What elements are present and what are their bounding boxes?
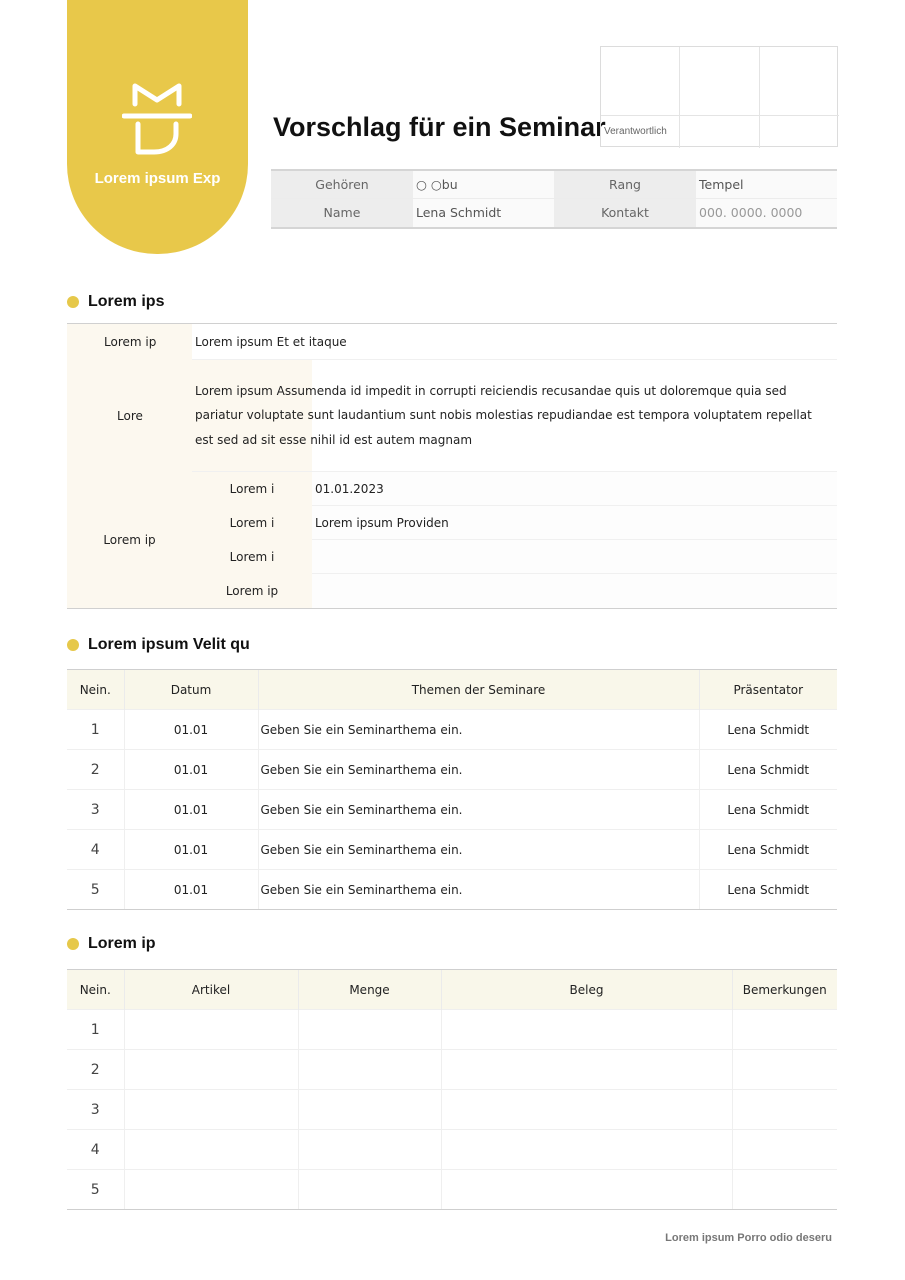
approval-cell[interactable]	[760, 116, 839, 148]
topic-cell[interactable]: Geben Sie ein Seminarthema ein.	[258, 790, 699, 830]
contact-value[interactable]: 000. 0000. 0000	[696, 199, 837, 227]
table-row	[67, 1170, 837, 1210]
quantity-cell[interactable]	[298, 1090, 441, 1130]
footer-text: Lorem ipsum Porro odio deseru	[665, 1232, 832, 1244]
bullet-dot-icon	[67, 938, 79, 950]
receipt-cell[interactable]	[441, 1170, 732, 1210]
approval-cell[interactable]	[601, 47, 680, 116]
row-number: 5	[67, 1170, 124, 1210]
date-cell[interactable]: 01.01	[124, 870, 258, 910]
topic-cell[interactable]: Geben Sie ein Seminarthema ein.	[258, 750, 699, 790]
column-header: Artikel	[124, 970, 298, 1010]
date-cell[interactable]: 01.01	[124, 790, 258, 830]
date-cell[interactable]: 01.01	[124, 710, 258, 750]
sub-label: Lorem i	[192, 472, 312, 506]
section-title: Lorem ips	[88, 293, 165, 310]
contact-label: Kontakt	[554, 199, 696, 227]
remarks-cell[interactable]	[732, 1090, 837, 1130]
sub-label: Lorem i	[192, 540, 312, 574]
receipt-cell[interactable]	[441, 1130, 732, 1170]
section-heading	[67, 636, 250, 654]
presenter-cell[interactable]: Lena Schmidt	[699, 830, 837, 870]
date-cell[interactable]: 01.01	[124, 830, 258, 870]
presenter-cell[interactable]: Lena Schmidt	[699, 790, 837, 830]
column-header: Datum	[124, 670, 258, 710]
row-number: 3	[67, 790, 124, 830]
seminar-table	[67, 669, 837, 910]
overview-table	[67, 323, 837, 609]
column-header: Nein.	[67, 670, 124, 710]
table-row	[67, 790, 837, 830]
presenter-cell[interactable]: Lena Schmidt	[699, 710, 837, 750]
approval-label: Verantwortlich	[601, 116, 680, 148]
remarks-cell[interactable]	[732, 1170, 837, 1210]
row-label: Lorem ip	[67, 324, 312, 360]
belong-value[interactable]: ○ ○bu	[413, 171, 554, 199]
bullet-dot-icon	[67, 296, 79, 308]
approval-cell[interactable]	[760, 47, 839, 116]
remarks-cell[interactable]	[732, 1010, 837, 1050]
section-title: Lorem ipsum Velit qu	[88, 636, 250, 653]
presenter-cell[interactable]: Lena Schmidt	[699, 750, 837, 790]
article-cell[interactable]	[124, 1170, 298, 1210]
sub-value[interactable]: Lorem ipsum Providen	[312, 506, 837, 540]
quantity-cell[interactable]	[298, 1170, 441, 1210]
topic-cell[interactable]: Geben Sie ein Seminarthema ein.	[258, 870, 699, 910]
section-heading	[67, 293, 164, 311]
name-label: Name	[271, 199, 413, 227]
row-number: 1	[67, 710, 124, 750]
row-value[interactable]: Lorem ipsum Et et itaque	[192, 324, 837, 360]
description-text[interactable]: Lorem ipsum Assumenda id impedit in corrupti reiciendis recusandae quis ut doloremque quia sed pariatur voluptate sunt laudantium sunt nobis molestias repudiandae est tempora voluptatem repellat est sed ad sit esse nihil id est autem magnam	[192, 360, 837, 472]
topic-cell[interactable]: Geben Sie ein Seminarthema ein.	[258, 830, 699, 870]
rank-value[interactable]: Tempel	[696, 171, 837, 199]
name-value[interactable]: Lena Schmidt	[413, 199, 554, 227]
receipt-cell[interactable]	[441, 1010, 732, 1050]
article-cell[interactable]	[124, 1090, 298, 1130]
sub-value[interactable]: 01.01.2023	[312, 472, 837, 506]
presenter-cell[interactable]: Lena Schmidt	[699, 870, 837, 910]
sub-value[interactable]	[312, 540, 837, 574]
row-number: 4	[67, 1130, 124, 1170]
remarks-cell[interactable]	[732, 1050, 837, 1090]
approval-box	[600, 46, 838, 147]
column-header: Bemerkungen	[732, 970, 837, 1010]
article-cell[interactable]	[124, 1130, 298, 1170]
receipt-cell[interactable]	[441, 1050, 732, 1090]
column-header: Präsentator	[699, 670, 837, 710]
logo-icon	[122, 82, 192, 156]
page-title: Vorschlag für ein Seminar	[273, 112, 606, 142]
row-number: 2	[67, 750, 124, 790]
belong-label: Gehören	[271, 171, 413, 199]
date-cell[interactable]: 01.01	[124, 750, 258, 790]
quantity-cell[interactable]	[298, 1010, 441, 1050]
company-name: Lorem ipsum Exp	[94, 170, 221, 187]
column-header: Menge	[298, 970, 441, 1010]
approval-cell[interactable]	[680, 116, 760, 148]
sub-label: Lorem ip	[192, 574, 312, 608]
row-number: 1	[67, 1010, 124, 1050]
table-row	[67, 1050, 837, 1090]
row-number: 2	[67, 1050, 124, 1090]
column-header: Themen der Seminare	[258, 670, 699, 710]
row-number: 3	[67, 1090, 124, 1130]
table-row	[67, 750, 837, 790]
sub-label: Lorem i	[192, 506, 312, 540]
quantity-cell[interactable]	[298, 1130, 441, 1170]
table-row	[67, 1130, 837, 1170]
table-row	[67, 1090, 837, 1130]
table-row	[67, 830, 837, 870]
section-title: Lorem ip	[88, 935, 156, 952]
approval-cell[interactable]	[680, 47, 760, 116]
row-number: 4	[67, 830, 124, 870]
row-label: Lore	[67, 360, 312, 472]
section-heading	[67, 935, 156, 953]
topic-cell[interactable]: Geben Sie ein Seminarthema ein.	[258, 710, 699, 750]
receipt-cell[interactable]	[441, 1090, 732, 1130]
items-table	[67, 969, 837, 1210]
rank-label: Rang	[554, 171, 696, 199]
quantity-cell[interactable]	[298, 1050, 441, 1090]
info-table	[271, 169, 837, 229]
bullet-dot-icon	[67, 639, 79, 651]
remarks-cell[interactable]	[732, 1130, 837, 1170]
row-label: Lorem ip	[67, 472, 192, 608]
column-header: Nein.	[67, 970, 124, 1010]
article-cell[interactable]	[124, 1010, 298, 1050]
table-row	[67, 1010, 837, 1050]
table-row	[67, 870, 837, 910]
row-number: 5	[67, 870, 124, 910]
logo-banner	[67, 0, 248, 254]
table-row	[67, 710, 837, 750]
article-cell[interactable]	[124, 1050, 298, 1090]
column-header: Beleg	[441, 970, 732, 1010]
sub-value[interactable]	[312, 574, 837, 608]
